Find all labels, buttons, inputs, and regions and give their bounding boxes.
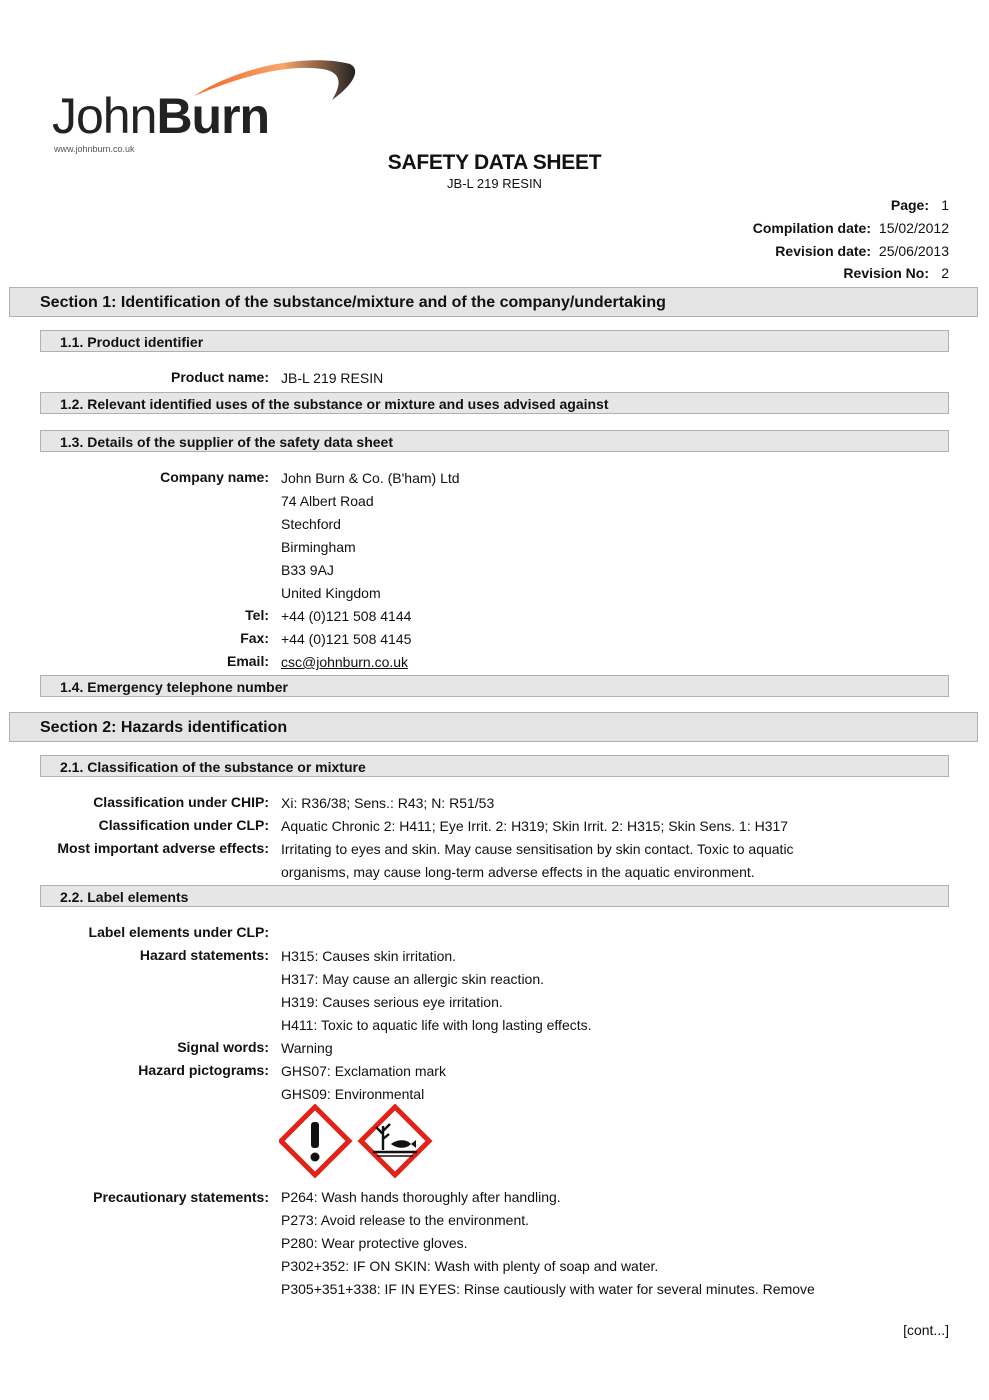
subsection-2-2-header: [40, 885, 949, 907]
subsection-1-2-title: 1.2. Relevant identified uses of the substance or mixture and uses advised against: [60, 396, 609, 412]
precautionary-statement: P280: Wear protective gloves.: [281, 1235, 468, 1251]
label-elements-clp-label: Label elements under CLP:: [88, 924, 269, 940]
precautionary-statement: P273: Avoid release to the environment.: [281, 1212, 530, 1228]
clp-classification-value: Aquatic Chronic 2: H411; Eye Irrit. 2: H319; Skin Irrit. 2: H315; Skin Sens. 1: H317: [281, 818, 789, 834]
logo-wordmark: JohnBurn: [52, 88, 270, 144]
product-name-label: Product name:: [170, 369, 269, 385]
exclamation-mark-icon: [281, 1107, 349, 1175]
ghs-pictograms: [279, 1104, 439, 1184]
chip-classification-value: Xi: R36/38; Sens.: R43; N: R51/53: [281, 795, 495, 811]
adverse-effects-label: Most important adverse effects:: [57, 840, 269, 856]
subsection-1-3-header: [40, 430, 949, 452]
document-subtitle: JB-L 219 RESIN: [447, 176, 542, 191]
subsection-2-1-title: 2.1. Classification of the substance or mixture: [60, 759, 366, 775]
hazard-statement: H317: May cause an allergic skin reaction.: [281, 971, 545, 987]
email-label: Email:: [226, 653, 269, 669]
section-2-title: Section 2: Hazards identification: [40, 719, 288, 736]
company-logo: [52, 56, 362, 166]
chip-classification-label: Classification under CHIP:: [93, 794, 269, 810]
revision-no-value: 2: [941, 265, 949, 281]
meta-compilation-date: [753, 220, 949, 240]
company-address-line: Stechford: [281, 516, 341, 532]
revision-date-label: Revision date:: [775, 243, 871, 259]
tel-label: Tel:: [245, 607, 269, 623]
company-name-label: Company name:: [160, 469, 269, 485]
fax-label: Fax:: [240, 630, 269, 646]
meta-revision-no: [843, 265, 949, 285]
company-name-line: John Burn & Co. (B'ham) Ltd: [281, 470, 460, 486]
fax-value: +44 (0)121 508 4145: [281, 631, 412, 647]
company-address-line: B33 9AJ: [281, 562, 334, 578]
pictogram-name: GHS09: Environmental: [281, 1086, 425, 1102]
section-1-header: [9, 287, 978, 317]
hazard-pictograms-label: Hazard pictograms:: [138, 1062, 269, 1078]
precautionary-statements-label: Precautionary statements:: [93, 1189, 269, 1205]
compilation-date-value: 15/02/2012: [878, 220, 949, 236]
company-address-line: 74 Albert Road: [281, 493, 374, 509]
meta-page: [891, 197, 949, 217]
subsection-1-2-header: [40, 392, 949, 414]
precautionary-statement: P264: Wash hands thoroughly after handling.: [281, 1189, 561, 1205]
pictogram-name: GHS07: Exclamation mark: [281, 1063, 446, 1079]
revision-date-value: 25/06/2013: [878, 243, 949, 259]
company-address-line: United Kingdom: [281, 585, 381, 601]
product-name-value: JB-L 219 RESIN: [281, 370, 384, 386]
signal-words-value: Warning: [281, 1040, 333, 1056]
precautionary-statement: P305+351+338: IF IN EYES: Rinse cautiously with water for several minutes. Remove: [281, 1281, 815, 1297]
tel-value: +44 (0)121 508 4144: [281, 608, 412, 624]
revision-no-label: Revision No:: [843, 265, 929, 281]
company-address-line: Birmingham: [281, 539, 356, 555]
adverse-effects-line: Irritating to eyes and skin. May cause sensitisation by skin contact. Toxic to aquatic: [281, 841, 794, 857]
precautionary-statement: P302+352: IF ON SKIN: Wash with plenty of soap and water.: [281, 1258, 659, 1274]
section-2-header: [9, 712, 978, 742]
section-1-title: Section 1: Identification of the substance/mixture and of the company/undertaking: [40, 294, 666, 311]
subsection-1-3-title: 1.3. Details of the supplier of the safety data sheet: [60, 434, 393, 450]
hazard-statement: H315: Causes skin irritation.: [281, 948, 457, 964]
subsection-1-1-header: [40, 330, 949, 352]
subsection-1-4-header: [40, 675, 949, 697]
clp-classification-label: Classification under CLP:: [98, 817, 269, 833]
continued-marker: [cont...]: [903, 1322, 949, 1338]
meta-revision-date: [775, 243, 949, 263]
subsection-2-1-header: [40, 755, 949, 777]
email-link[interactable]: csc@johnburn.co.uk: [281, 654, 409, 670]
hazard-statement: H411: Toxic to aquatic life with long lasting effects.: [281, 1017, 592, 1033]
subsection-1-4-title: 1.4. Emergency telephone number: [60, 679, 288, 695]
compilation-date-label: Compilation date:: [752, 220, 871, 236]
signal-words-label: Signal words:: [177, 1039, 269, 1055]
hazard-statements-label: Hazard statements:: [139, 947, 269, 963]
hazard-statement: H319: Causes serious eye irritation.: [281, 994, 503, 1010]
adverse-effects-line: organisms, may cause long-term adverse effects in the aquatic environment.: [281, 864, 755, 880]
page-label: Page:: [890, 197, 929, 213]
subsection-2-2-title: 2.2. Label elements: [60, 889, 189, 905]
subsection-1-1-title: 1.1. Product identifier: [60, 334, 204, 350]
environment-hazard-icon: [361, 1107, 429, 1175]
page-value: 1: [941, 197, 949, 213]
logo-url: www.johnburn.co.uk: [54, 144, 135, 154]
document-title: SAFETY DATA SHEET: [387, 151, 602, 174]
